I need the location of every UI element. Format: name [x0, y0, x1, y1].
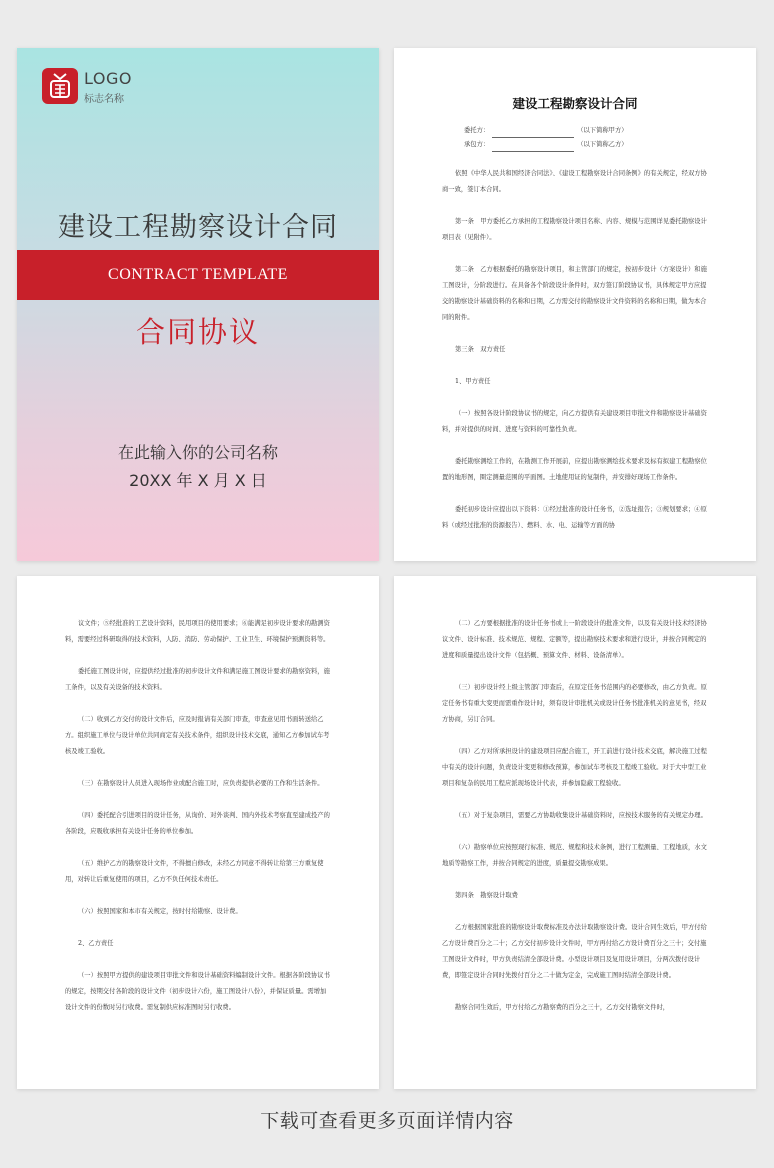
page2-content — [17, 576, 379, 1016]
footer-download-hint: 下载可查看更多页面详情内容 — [260, 1110, 514, 1132]
paragraph: （五）对于复杂项目，需要乙方协助收集设计基础资料时，应按技术服务的有关规定办理。 — [455, 812, 707, 819]
contractor-line — [394, 138, 756, 152]
contractor-blank — [492, 151, 574, 152]
cover-subtitle: 合同协议 — [135, 315, 260, 349]
document-title: 建设工程勘察设计合同 — [512, 96, 638, 111]
section-heading: 第三条 双方责任 — [455, 346, 506, 353]
section-heading: 第四条 勘察设计取费 — [455, 892, 518, 899]
cover-company-name: 在此输入你的公司名称 — [117, 443, 278, 462]
paragraph: 勘察合同生效后，甲方付给乙方勘察费的百分之三十，乙方交付勘察文件时， — [455, 1004, 670, 1011]
paragraph: （四）委托配合引进项目的设计任务，从询价、对外谈判、国内外技术考察直至建成投产的各阶段，应吸收承担有关设计任务的单位参加。 — [65, 812, 330, 835]
paragraph: 乙方根据国家批准的勘察设计取费标准及办法计取勘察设计费。设计合同生效后，甲方付给乙方设计费百分之二十；乙方交付初步设计文件时，甲方再付给乙方设计费百分之三十；交付施工图设计文件时，甲方负责结清全部设计费。小型设计项目及复用设计项目，分两次拨付设计费，即签定设计合同时先拨付百分之二十做为定金，完成施工图时结清全部设计费。 — [442, 924, 707, 979]
paragraph: （三）在勘察设计人员进入现场作业或配合施工时，应负责提供必要的工作和生活条件。 — [78, 780, 324, 787]
logo-text: LOGO — [84, 69, 132, 88]
document-page-1 — [394, 48, 756, 561]
client-label: 委托方： — [464, 127, 490, 134]
paragraph: （二）收到乙方交付的设计文件后，应及时报请有关部门审查，审查意见用书面转送给乙方。组织施工单位与设计单位共同商定有关技术条件，组织设计技术交底，通知乙方参加试车考核及竣工验收。 — [65, 716, 330, 755]
paragraph: （六）按照国家和本市有关规定，按时付给勘察、设计费。 — [78, 908, 242, 915]
paragraph: （二）乙方要根据批准的设计任务书或上一阶段设计的批准文件，以及有关设计技术经济协议文件、设计标准、技术规范、规程、定额等，提出勘察技术要求和进行设计，并按合同规定的进度和质量提出设计文件（包括概、预算文件、材料、设备清单）。 — [442, 620, 707, 659]
paragraph: （四）乙方对所承担设计的建设项目应配合施工，开工前进行设计技术交底，解决施工过程中有关的设计问题，负责设计变更和修改预算，参加试车考核及工程竣工验收。对于大中型工业项目和复杂的民用工程应派现场设计代表，并参加隐蔽工程验收。 — [442, 748, 707, 787]
paragraph: 委托勘察测绘工作的，在勘测工作开展前，应提出勘察测绘技术要求及标有拟建工程勘察位置的地形图，圈定测量范围的平面图。土地使用证的复制件，并安排好现场工作条件。 — [442, 458, 707, 481]
paragraph: （一）按照甲方提供的建设项目审批文件和设计基础资料编制设计文件。根据各阶段协议书的规定，按期交付各阶段的设计文件（初步设计六份，施工图设计八份），并保证质量。需增加设计文件的份数时另行收费。需复制供应标准图时另行收费。 — [65, 972, 330, 1011]
paragraph: （三）初步设计经上级主管部门审查后，在原定任务书范围内的必要修改，由乙方负责。原定任务书有重大变更而需重作设计时，须有设计审批机关或设计任务书批准机关的意见书，经双方协商，另订合同。 — [442, 684, 707, 723]
section-heading: 1、甲方责任 — [455, 378, 491, 385]
cover-band-text: CONTRACT TEMPLATE — [108, 266, 288, 283]
page1-content — [394, 166, 756, 534]
cover-title: 建设工程勘察设计合同 — [58, 212, 338, 243]
paragraph: 委托初步设计应提出以下资料：①经过批准的设计任务书，②选址报告；③规划要求；④原料（或经过批准的资源报告）、燃料、水、电、运输等方面的协 — [442, 506, 707, 529]
client-suffix: （以下简称甲方） — [577, 127, 628, 134]
paragraph: （五）维护乙方的勘察设计文件，不得擅自修改，未经乙方同意不得转让给第三方重复使用，对转让后重复使用的项目，乙方不负任何技术责任。 — [65, 860, 324, 883]
paragraph: 委托施工图设计时，应提供经过批准的初步设计文件和满足施工图设计要求的勘察资料，施工条件，以及有关设备的技术资料。 — [65, 668, 330, 691]
paragraph: （六）勘察单位应按照现行标准、规范、规程和技术条例，进行工程测量、工程地质，水文地质等勘察工作，并按合同规定的进度，质量提交勘察成果。 — [442, 844, 707, 867]
logo-icon — [42, 68, 78, 104]
page3-content — [394, 576, 756, 1016]
cover-page — [17, 48, 379, 561]
logo-subtitle: 标志名称 — [84, 94, 124, 105]
section-heading: 2、乙方责任 — [78, 940, 114, 947]
paragraph: 依照《中华人民共和国经济合同法》、《建设工程勘察设计合同条例》的有关规定，经双方协商一致，签订本合同。 — [442, 170, 707, 193]
client-line — [394, 124, 756, 138]
contractor-label: 承包方： — [464, 141, 490, 148]
document-page-2 — [17, 576, 379, 1089]
contractor-suffix: （以下简称乙方） — [577, 141, 628, 148]
paragraph: 议文件；⑤经批准的工艺设计资料，民用项目的使用要求；⑥能满足初步设计要求的勘测资料，需要经过科研取得的技术资料，人防、消防、劳动保护、工业卫生、环境保护预测资料等。 — [65, 620, 330, 643]
cover-red-band — [17, 250, 379, 300]
document-page-3 — [394, 576, 756, 1089]
paragraph: （一）按照各设计阶段协议书的规定，向乙方提供有关建设项目审批文件和勘察设计基础资料，并对提供的时间、进度与资料的可靠性负责。 — [442, 410, 707, 433]
paragraph: 第二条 乙方根据委托的勘察设计项目，和主管部门的规定，按初步设计（方案设计）和施工图设计，分阶段进行。在具备各个阶段设计条件时，双方签订阶段协议书，具体规定甲方应提交的勘察设计基础资料的名称和日期，乙方需交付的勘察设计文件资料的名称和日期，做为本合同的附件。 — [442, 266, 707, 321]
paragraph: 第一条 甲方委托乙方承担的工程勘察设计项目名称、内容、规模与范围详见委托勘察设计项目表（见附件）。 — [442, 218, 707, 241]
cover-date: 20XX 年 X 月 X 日 — [129, 471, 267, 490]
